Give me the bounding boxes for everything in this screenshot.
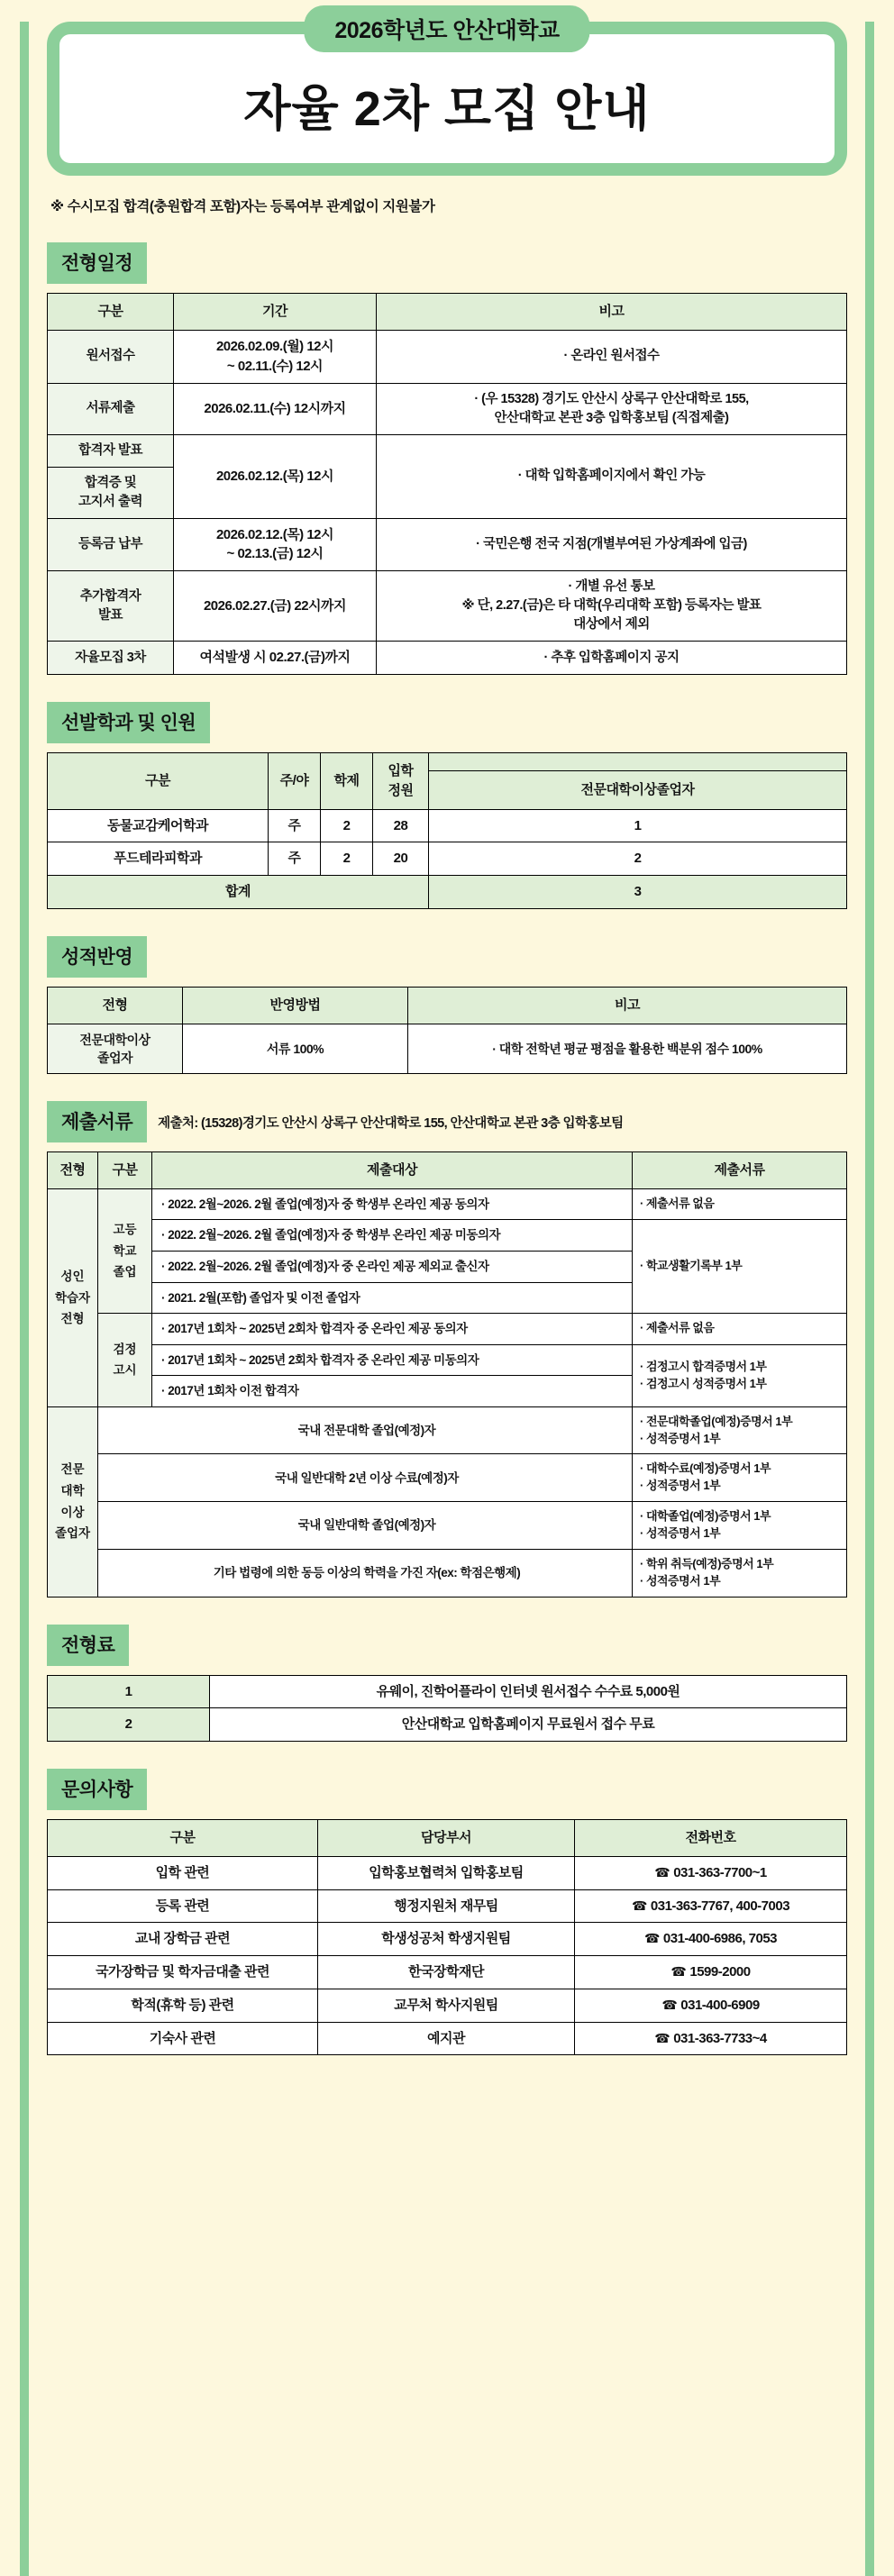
hero-frame — [47, 18, 847, 176]
table-row — [48, 2022, 847, 2055]
section-heading-departments — [47, 702, 847, 743]
department-day-night: 주 — [269, 809, 321, 842]
total-label: 합계 — [48, 876, 429, 909]
table-row — [48, 1956, 847, 1989]
documents-subcategory: 고등 학교 졸업 — [98, 1188, 152, 1313]
phone-icon: ☎ — [670, 1964, 687, 1980]
column-header-quota: 입학 정원 — [373, 753, 429, 810]
contact-subject: 기숙사 관련 — [48, 2022, 318, 2055]
table-row — [48, 1889, 847, 1923]
table-row — [48, 383, 847, 434]
section-chip-score: 성적반영 — [47, 936, 147, 978]
documents-target: · 2022. 2월~2026. 2월 졸업(예정)자 중 학생부 온라인 제공 동의자 — [152, 1188, 633, 1220]
contact-subject: 등록 관련 — [48, 1889, 318, 1923]
contact-phone: 031-400-6909 — [680, 1997, 760, 2013]
table-row — [48, 1675, 847, 1708]
contact-subject: 입학 관련 — [48, 1856, 318, 1889]
table-row — [48, 434, 847, 467]
documents-required: · 제출서류 없음 — [633, 1188, 847, 1220]
documents-target: · 2017년 1회차 이전 합격자 — [152, 1376, 633, 1407]
hero-badge: 2026학년도 안산대학교 — [304, 5, 589, 52]
documents-required: · 전문대학졸업(예정)증명서 1부 · 성적증명서 1부 — [633, 1406, 847, 1454]
score-method: 서류 100% — [183, 1024, 408, 1074]
table-row — [48, 1502, 847, 1550]
fee-text: 유웨이, 진학어플라이 인터넷 원서접수 수수료 5,000원 — [210, 1675, 847, 1708]
score-type: 전문대학이상 졸업자 — [48, 1024, 183, 1074]
contact-phone-cell — [575, 2022, 847, 2055]
schedule-note: · 온라인 원서접수 — [377, 331, 847, 384]
column-header-note: 비고 — [377, 294, 847, 331]
department-years: 2 — [321, 842, 373, 876]
contact-subject: 학적(휴학 등) 관련 — [48, 1989, 318, 2022]
table-row — [48, 809, 847, 842]
phone-icon: ☎ — [661, 1997, 678, 2012]
table-row — [48, 1024, 847, 1074]
table-row — [48, 1220, 847, 1252]
section-schedule — [47, 242, 847, 675]
poster-page — [0, 18, 894, 2576]
table-header-row — [48, 1820, 847, 1857]
schedule-note: · 대학 입학홈페이지에서 확인 가능 — [377, 434, 847, 518]
section-chip-contact: 문의사항 — [47, 1769, 147, 1810]
contact-dept: 행정지원처 재무팀 — [318, 1889, 575, 1923]
column-header-type: 전형 — [48, 987, 183, 1024]
contact-dept: 한국장학재단 — [318, 1956, 575, 1989]
table-header-row — [48, 753, 847, 771]
schedule-note: · 추후 입학홈페이지 공지 — [377, 642, 847, 675]
documents-target: · 2021. 2월(포함) 졸업자 및 이전 졸업자 — [152, 1282, 633, 1314]
column-header-target: 제출대상 — [152, 1152, 633, 1189]
department-count: 1 — [429, 809, 847, 842]
schedule-table — [47, 293, 847, 675]
department-quota: 28 — [373, 809, 429, 842]
contact-phone: 031-400-6986, 7053 — [662, 1931, 778, 1947]
table-row — [48, 1454, 847, 1502]
section-chip-documents: 제출서류 — [47, 1101, 147, 1142]
contact-dept: 예지관 — [318, 2022, 575, 2055]
column-header-period: 기간 — [174, 294, 377, 331]
table-header-row — [48, 1152, 847, 1189]
phone-icon: ☎ — [643, 1931, 660, 1946]
contact-phone-cell — [575, 1989, 847, 2022]
documents-target: · 2022. 2월~2026. 2월 졸업(예정)자 중 학생부 온라인 제공 미동의자 — [152, 1220, 633, 1252]
section-fee — [47, 1625, 847, 1743]
table-row — [48, 331, 847, 384]
phone-icon: ☎ — [654, 1864, 670, 1880]
contact-phone: 031-363-7733~4 — [673, 2030, 767, 2046]
schedule-category: 추가합격자 발표 — [48, 571, 174, 642]
departments-table — [47, 752, 847, 909]
section-documents — [47, 1101, 847, 1597]
documents-required: · 대학수료(예정)증명서 1부 · 성적증명서 1부 — [633, 1454, 847, 1502]
department-name: 푸드테라피학과 — [48, 842, 269, 876]
section-heading-contact — [47, 1769, 847, 1810]
column-header-method: 반영방법 — [183, 987, 408, 1024]
table-row — [48, 1406, 847, 1454]
department-count: 2 — [429, 842, 847, 876]
documents-required: · 학위 취득(예정)증명서 1부 · 성적증명서 1부 — [633, 1549, 847, 1597]
section-heading-score — [47, 936, 847, 978]
total-value: 3 — [429, 876, 847, 909]
column-header-dept: 담당부서 — [318, 1820, 575, 1857]
schedule-note: · (우 15328) 경기도 안산시 상록구 안산대학로 155, 안산대학교 본관 3층 입학홍보팀 (직접제출) — [377, 383, 847, 434]
table-row — [48, 1188, 847, 1220]
contact-phone-cell — [575, 1956, 847, 1989]
table-row — [48, 1314, 847, 1345]
schedule-category: 합격자 발표 — [48, 434, 174, 467]
phone-icon: ☎ — [654, 2030, 670, 2045]
documents-target: 국내 일반대학 졸업(예정)자 — [98, 1502, 633, 1550]
schedule-period: 2026.02.11.(수) 12시까지 — [174, 383, 377, 434]
contact-dept: 교무처 학사지원팀 — [318, 1989, 575, 2022]
column-header-required-docs: 제출서류 — [633, 1152, 847, 1189]
column-header-graduate-type: 전문대학이상졸업자 — [429, 771, 847, 810]
department-quota: 20 — [373, 842, 429, 876]
department-day-night: 주 — [269, 842, 321, 876]
table-row — [48, 571, 847, 642]
eligibility-notice: ※ 수시모집 합격(충원합격 포함)자는 등록여부 관계없이 지원불가 — [50, 199, 435, 215]
documents-subcategory: 검정 고시 — [98, 1314, 152, 1407]
schedule-period: 여석발생 시 02.27.(금)까지 — [174, 642, 377, 675]
section-chip-schedule: 전형일정 — [47, 242, 147, 284]
section-chip-departments: 선발학과 및 인원 — [47, 702, 210, 743]
documents-target: 기타 법령에 의한 동등 이상의 학력을 가진 자(ex: 학점은행제) — [98, 1549, 633, 1597]
department-years: 2 — [321, 809, 373, 842]
documents-target: · 2022. 2월~2026. 2월 졸업(예정)자 중 온라인 제공 제외교 출신자 — [152, 1251, 633, 1282]
score-table — [47, 987, 847, 1074]
column-header-department: 구분 — [48, 753, 269, 810]
table-row — [48, 1549, 847, 1597]
contact-subject: 국가장학금 및 학자금대출 관련 — [48, 1956, 318, 1989]
column-header-group-spacer — [429, 753, 847, 771]
contact-phone: 031-363-7767, 400-7003 — [650, 1898, 790, 1914]
contact-phone-cell — [575, 1889, 847, 1923]
documents-target: 국내 일반대학 2년 이상 수료(예정)자 — [98, 1454, 633, 1502]
schedule-note: · 국민은행 전국 지점(개별부여된 가상계좌에 입금) — [377, 518, 847, 571]
table-row — [48, 642, 847, 675]
section-heading-documents — [47, 1101, 847, 1142]
contact-phone: 1599-2000 — [689, 1964, 751, 1980]
schedule-period: 2026.02.27.(금) 22시까지 — [174, 571, 377, 642]
section-score — [47, 936, 847, 1074]
table-total-row — [48, 876, 847, 909]
schedule-category: 등록금 납부 — [48, 518, 174, 571]
section-heading-schedule — [47, 242, 847, 284]
table-header-row — [48, 294, 847, 331]
table-row — [48, 1708, 847, 1742]
contact-phone: 031-363-7700~1 — [673, 1864, 767, 1880]
table-row — [48, 518, 847, 571]
schedule-category-secondary: 합격증 및 고지서 출력 — [48, 467, 174, 518]
schedule-period: 2026.02.12.(목) 12시 — [174, 434, 377, 518]
contact-phone-cell — [575, 1923, 847, 1956]
column-header-subject: 구분 — [48, 1820, 318, 1857]
decorative-rail-left — [20, 22, 29, 2576]
documents-required: · 제출서류 없음 — [633, 1314, 847, 1345]
column-header-subcategory: 구분 — [98, 1152, 152, 1189]
section-heading-fee — [47, 1625, 847, 1666]
department-name: 동물교감케어학과 — [48, 809, 269, 842]
contact-phone-cell — [575, 1856, 847, 1889]
schedule-category: 원서접수 — [48, 331, 174, 384]
documents-required: · 대학졸업(예정)증명서 1부 · 성적증명서 1부 — [633, 1502, 847, 1550]
contact-subject: 교내 장학금 관련 — [48, 1923, 318, 1956]
fee-number: 1 — [48, 1675, 210, 1708]
documents-admission-type: 전문 대학 이상 졸업자 — [48, 1406, 98, 1597]
table-row — [48, 1856, 847, 1889]
table-row — [48, 842, 847, 876]
contact-table — [47, 1819, 847, 2055]
column-header-admission-type: 전형 — [48, 1152, 98, 1189]
documents-table — [47, 1151, 847, 1597]
schedule-period: 2026.02.12.(목) 12시 ~ 02.13.(금) 12시 — [174, 518, 377, 571]
schedule-category: 서류제출 — [48, 383, 174, 434]
documents-submission-address: 제출처: (15328)경기도 안산시 상록구 안산대학로 155, 안산대학교 본관 3층 입학홍보팀 — [158, 1115, 624, 1131]
column-header-phone: 전화번호 — [575, 1820, 847, 1857]
documents-required: · 학교생활기록부 1부 — [633, 1220, 847, 1314]
table-header-row — [48, 987, 847, 1024]
fee-number: 2 — [48, 1708, 210, 1742]
table-row — [48, 1989, 847, 2022]
section-chip-fee: 전형료 — [47, 1625, 129, 1666]
contact-dept: 입학홍보협력처 입학홍보팀 — [318, 1856, 575, 1889]
section-contact — [47, 1769, 847, 2055]
fee-text: 안산대학교 입학홈페이지 무료원서 접수 무료 — [210, 1708, 847, 1742]
table-row — [48, 1923, 847, 1956]
score-note: · 대학 전학년 평균 평점을 활용한 백분위 점수 100% — [408, 1024, 847, 1074]
column-header-category: 구분 — [48, 294, 174, 331]
documents-target: 국내 전문대학 졸업(예정)자 — [98, 1406, 633, 1454]
page-title: 자율 2차 모집 안내 — [243, 82, 651, 136]
contact-dept: 학생성공처 학생지원팀 — [318, 1923, 575, 1956]
decorative-rail-right — [865, 22, 874, 2576]
documents-target: · 2017년 1회차 ~ 2025년 2회차 합격자 중 온라인 제공 동의자 — [152, 1314, 633, 1345]
documents-admission-type: 성인 학습자 전형 — [48, 1188, 98, 1406]
schedule-period: 2026.02.09.(월) 12시 ~ 02.11.(수) 12시 — [174, 331, 377, 384]
table-row — [48, 1344, 847, 1376]
schedule-note: · 개별 유선 통보 ※ 단, 2.27.(금)은 타 대학(우리대학 포함) 등록자는 발표 대상에서 제외 — [377, 571, 847, 642]
documents-required: · 검정고시 합격증명서 1부 · 검정고시 성적증명서 1부 — [633, 1344, 847, 1406]
section-departments — [47, 702, 847, 909]
phone-icon: ☎ — [631, 1898, 647, 1913]
schedule-category: 자율모집 3차 — [48, 642, 174, 675]
hero-header — [47, 18, 847, 176]
documents-target: · 2017년 1회차 ~ 2025년 2회차 합격자 중 온라인 제공 미동의자 — [152, 1344, 633, 1376]
column-header-years: 학제 — [321, 753, 373, 810]
fee-table — [47, 1675, 847, 1743]
column-header-note: 비고 — [408, 987, 847, 1024]
column-header-day-night: 주/야 — [269, 753, 321, 810]
